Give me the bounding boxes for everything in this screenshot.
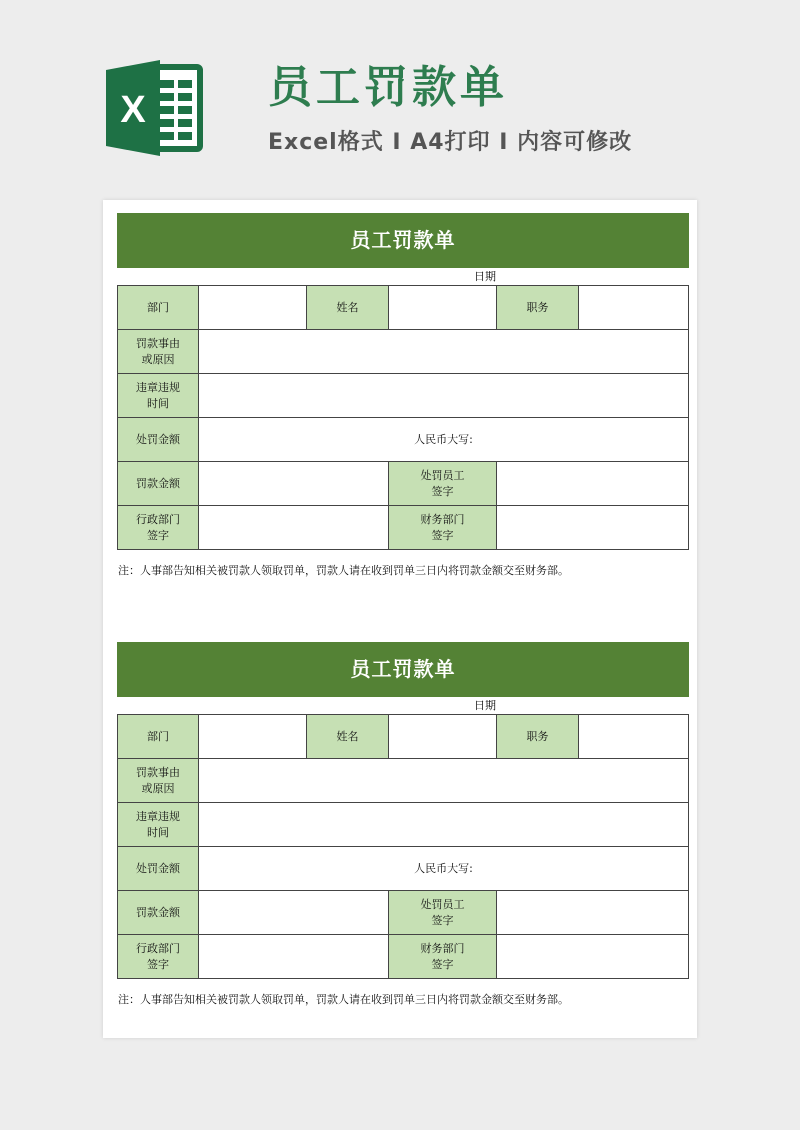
table-row — [118, 759, 689, 803]
admin-sign-label: 行政部门 签字 — [118, 935, 199, 979]
table-row — [118, 847, 689, 891]
name-value-cell[interactable] — [389, 715, 497, 759]
rmb-uppercase-cell[interactable]: 人民币大写: — [199, 418, 689, 462]
dept-value-cell[interactable] — [199, 715, 307, 759]
date-label: 日期 — [474, 270, 496, 283]
excel-logo-icon — [104, 58, 204, 158]
penalty-amount-label: 处罚金额 — [118, 847, 199, 891]
dept-value-cell[interactable] — [199, 286, 307, 330]
violation-time-value-cell[interactable] — [199, 803, 689, 847]
form-title: 员工罚款单 — [117, 213, 689, 268]
table-row — [118, 330, 689, 374]
reason-value-cell[interactable] — [199, 330, 689, 374]
position-label: 职务 — [497, 715, 579, 759]
admin-sign-value-cell[interactable] — [199, 935, 389, 979]
form-note: 注：人事部告知相关被罚款人领取罚单，罚款人请在收到罚单三日内将罚款金额交至财务部。 — [118, 564, 569, 577]
position-value-cell[interactable] — [579, 286, 689, 330]
table-row — [118, 418, 689, 462]
finance-sign-label: 财务部门 签字 — [389, 935, 497, 979]
table-row — [118, 374, 689, 418]
penalty-amount-label: 处罚金额 — [118, 418, 199, 462]
employee-sign-value-cell[interactable] — [497, 462, 689, 506]
table-row — [118, 715, 689, 759]
fine-table — [117, 714, 689, 979]
form-title: 员工罚款单 — [117, 642, 689, 697]
employee-sign-label: 处罚员工 签字 — [389, 891, 497, 935]
position-label: 职务 — [497, 286, 579, 330]
dept-label: 部门 — [118, 715, 199, 759]
position-value-cell[interactable] — [579, 715, 689, 759]
fine-form-2 — [117, 642, 689, 1007]
fine-table — [117, 285, 689, 550]
fine-amount-label: 罚款金额 — [118, 462, 199, 506]
admin-sign-label: 行政部门 签字 — [118, 506, 199, 550]
dept-label: 部门 — [118, 286, 199, 330]
table-row — [118, 286, 689, 330]
reason-label: 罚款事由 或原因 — [118, 330, 199, 374]
logo-letter: X — [120, 89, 146, 131]
finance-sign-value-cell[interactable] — [497, 935, 689, 979]
admin-sign-value-cell[interactable] — [199, 506, 389, 550]
table-row — [118, 935, 689, 979]
fine-form-1 — [117, 213, 689, 578]
page-subtitle: Excel格式 I A4打印 I 内容可修改 — [268, 130, 633, 155]
name-label: 姓名 — [307, 286, 389, 330]
fine-amount-value-cell[interactable] — [199, 462, 389, 506]
name-label: 姓名 — [307, 715, 389, 759]
rmb-uppercase-cell[interactable]: 人民币大写: — [199, 847, 689, 891]
reason-label: 罚款事由 或原因 — [118, 759, 199, 803]
table-row — [118, 891, 689, 935]
finance-sign-label: 财务部门 签字 — [389, 506, 497, 550]
employee-sign-label: 处罚员工 签字 — [389, 462, 497, 506]
violation-time-label: 违章违规 时间 — [118, 374, 199, 418]
form-note: 注：人事部告知相关被罚款人领取罚单，罚款人请在收到罚单三日内将罚款金额交至财务部。 — [118, 993, 569, 1006]
violation-time-label: 违章违规 时间 — [118, 803, 199, 847]
violation-time-value-cell[interactable] — [199, 374, 689, 418]
employee-sign-value-cell[interactable] — [497, 891, 689, 935]
table-row — [118, 506, 689, 550]
page-title: 员工罚款单 — [268, 62, 508, 113]
document-sheet — [103, 200, 697, 1038]
table-row — [118, 803, 689, 847]
fine-amount-value-cell[interactable] — [199, 891, 389, 935]
fine-amount-label: 罚款金额 — [118, 891, 199, 935]
table-row — [118, 462, 689, 506]
date-label: 日期 — [474, 699, 496, 712]
reason-value-cell[interactable] — [199, 759, 689, 803]
finance-sign-value-cell[interactable] — [497, 506, 689, 550]
name-value-cell[interactable] — [389, 286, 497, 330]
